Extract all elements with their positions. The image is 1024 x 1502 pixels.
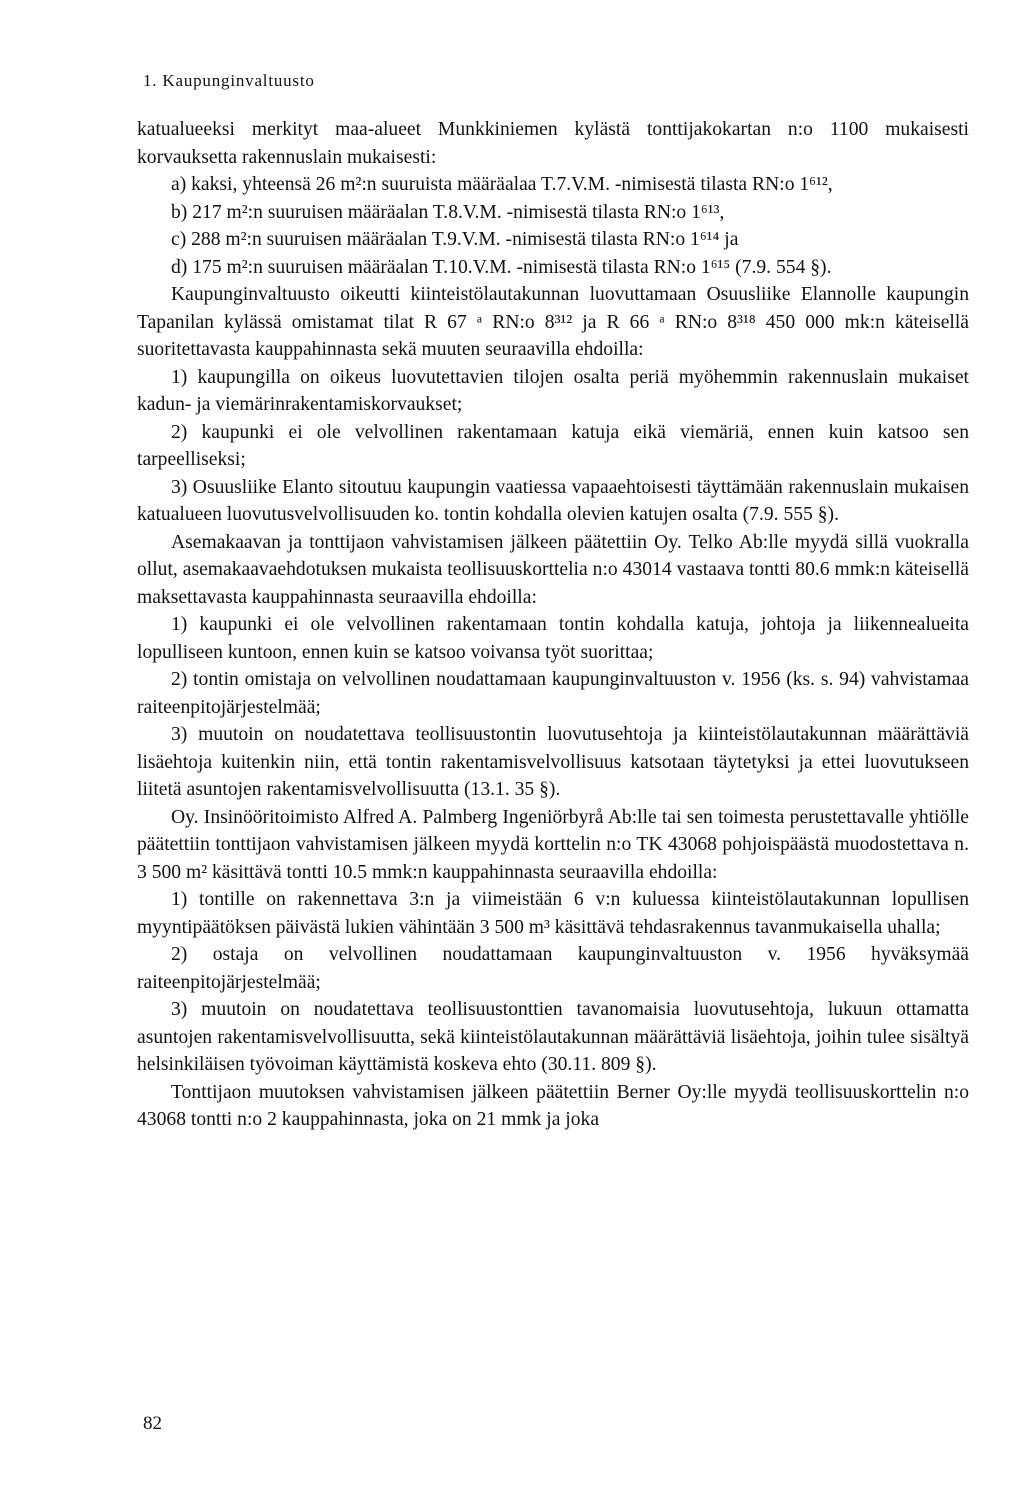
running-header: 1. Kaupunginvaltuusto [143, 71, 315, 90]
paragraph: Tonttijaon muutoksen vahvistamisen jälkeen päätettiin Berner Oy:lle myydä teollisuuskorttelin n:o 43068 tontti n:o 2 kauppahinnasta, joka on 21 mmk ja joka [137, 1081, 969, 1130]
paragraph: d) 175 m²:n suuruisen määräalan T.10.V.M. -nimisestä tilasta RN:o 1⁶¹⁵ (7.9. 554 §). [171, 256, 832, 278]
paragraph: katualueeksi merkityt maa-alueet Munkkiniemen kylästä tonttijakokartan n:o 1100 mukaisesti korvauksetta rakennuslain mukaisesti: [137, 119, 969, 168]
paragraph: Kaupunginvaltuusto oikeutti kiinteistölautakunnan luovuttamaan Osuusliike Elannolle kaupungin Tapanilan kylässä omistamat tilat R 67 ᵃ RN:o 8³¹² ja R 66 ᵃ RN:o 8³¹⁸ 450 000 mk:n käteisellä suoritettavasta kauppahinnasta sekä muuten seuraavilla ehdoilla: [137, 284, 969, 360]
paragraph: Asemakaavan ja tonttijaon vahvistamisen jälkeen päätettiin Oy. Telko Ab:lle myydä sillä vuokralla ollut, asemakaavaehdotuksen mukaista teollisuuskorttelia n:o 43014 vastaava tontti 80.6 mmk:n käteisellä maksettavasta kauppahinnasta seuraavilla ehdoilla: [137, 531, 969, 608]
paragraph: 2) kaupunki ei ole velvollinen rakentamaan katuja eikä viemäriä, ennen kuin katsoo sen tarpeelliseksi; [137, 421, 969, 470]
paragraph: Oy. Insinööritoimisto Alfred A. Palmberg Ingeniörbyrå Ab:lle tai sen toimesta perustettavalle yhtiölle päätettiin tonttijaon vahvistamisen jälkeen myydä korttelin n:o TK 43068 pohjoispäästä muodostettava n. 3 500 m² käsittävä tontti 10.5 mmk:n kauppahinnasta seuraavilla ehdoilla: [137, 806, 969, 883]
paragraph: 1) kaupungilla on oikeus luovutettavien tilojen osalta periä myöhemmin rakennuslain mukaiset kadun- ja viemärinrakentamiskorvaukset; [137, 366, 969, 415]
paragraph: 2) tontin omistaja on velvollinen noudattamaan kaupunginvaltuuston v. 1956 (ks. s. 94) vahvistamaa raiteenpitojärjestelmää; [137, 669, 969, 718]
paragraph: b) 217 m²:n suuruisen määräalan T.8.V.M. -nimisestä tilasta RN:o 1⁶¹³, [171, 201, 725, 223]
body-text [137, 116, 969, 1134]
paragraph: 3) Osuusliike Elanto sitoutuu kaupungin vaatiessa vapaaehtoisesti täyttämään rakennuslain mukaisen katualueen luovutusvelvollisuuden ko. tontin kohdalla olevien katujen osalta (7.9. 555 §). [137, 476, 969, 525]
page-number: 82 [143, 1413, 162, 1434]
paragraph: a) kaksi, yhteensä 26 m²:n suuruista määräalaa T.7.V.M. -nimisestä tilasta RN:o 1⁶¹², [171, 174, 833, 195]
paragraph: 1) tontille on rakennettava 3:n ja viimeistään 6 v:n kuluessa kiinteistölautakunnan lopullisen myyntipäätöksen päivästä lukien vähintään 3 500 m³ käsittävä tehdasrakennus tavanmukaisella uhalla; [137, 889, 969, 938]
paragraph: 2) ostaja on velvollinen noudattamaan kaupunginvaltuuston v. 1956 hyväksymää raiteenpitojärjestelmää; [137, 944, 969, 993]
paragraph: 3) muutoin on noudatettava teollisuustontin luovutusehtoja ja kiinteistölautakunnan määrättäviä lisäehtoja kuitenkin niin, että tontin rakentamisvelvollisuus katsotaan täytetyksi ja ettei luovutukseen liitetä asuntojen rakentamisvelvollisuutta (13.1. 35 §). [137, 724, 969, 800]
paragraph: 3) muutoin on noudatettava teollisuustonttien tavanomaisia luovutusehtoja, lukuun ottamatta asuntojen rakentamisvelvollisuutta, sekä kiinteistölautakunnan määrättäviä lisäehtoja, joihin tulee sisältyä helsinkiläisen työvoiman käyttämistä koskeva ehto (30.11. 809 §). [137, 999, 969, 1075]
paragraph: c) 288 m²:n suuruisen määräalan T.9.V.M. -nimisestä tilasta RN:o 1⁶¹⁴ ja [171, 229, 739, 250]
paragraph: 1) kaupunki ei ole velvollinen rakentamaan tontin kohdalla katuja, johtoja ja liikennealueita lopulliseen kuntoon, ennen kuin se katsoo voivansa työt suorittaa; [137, 614, 969, 663]
